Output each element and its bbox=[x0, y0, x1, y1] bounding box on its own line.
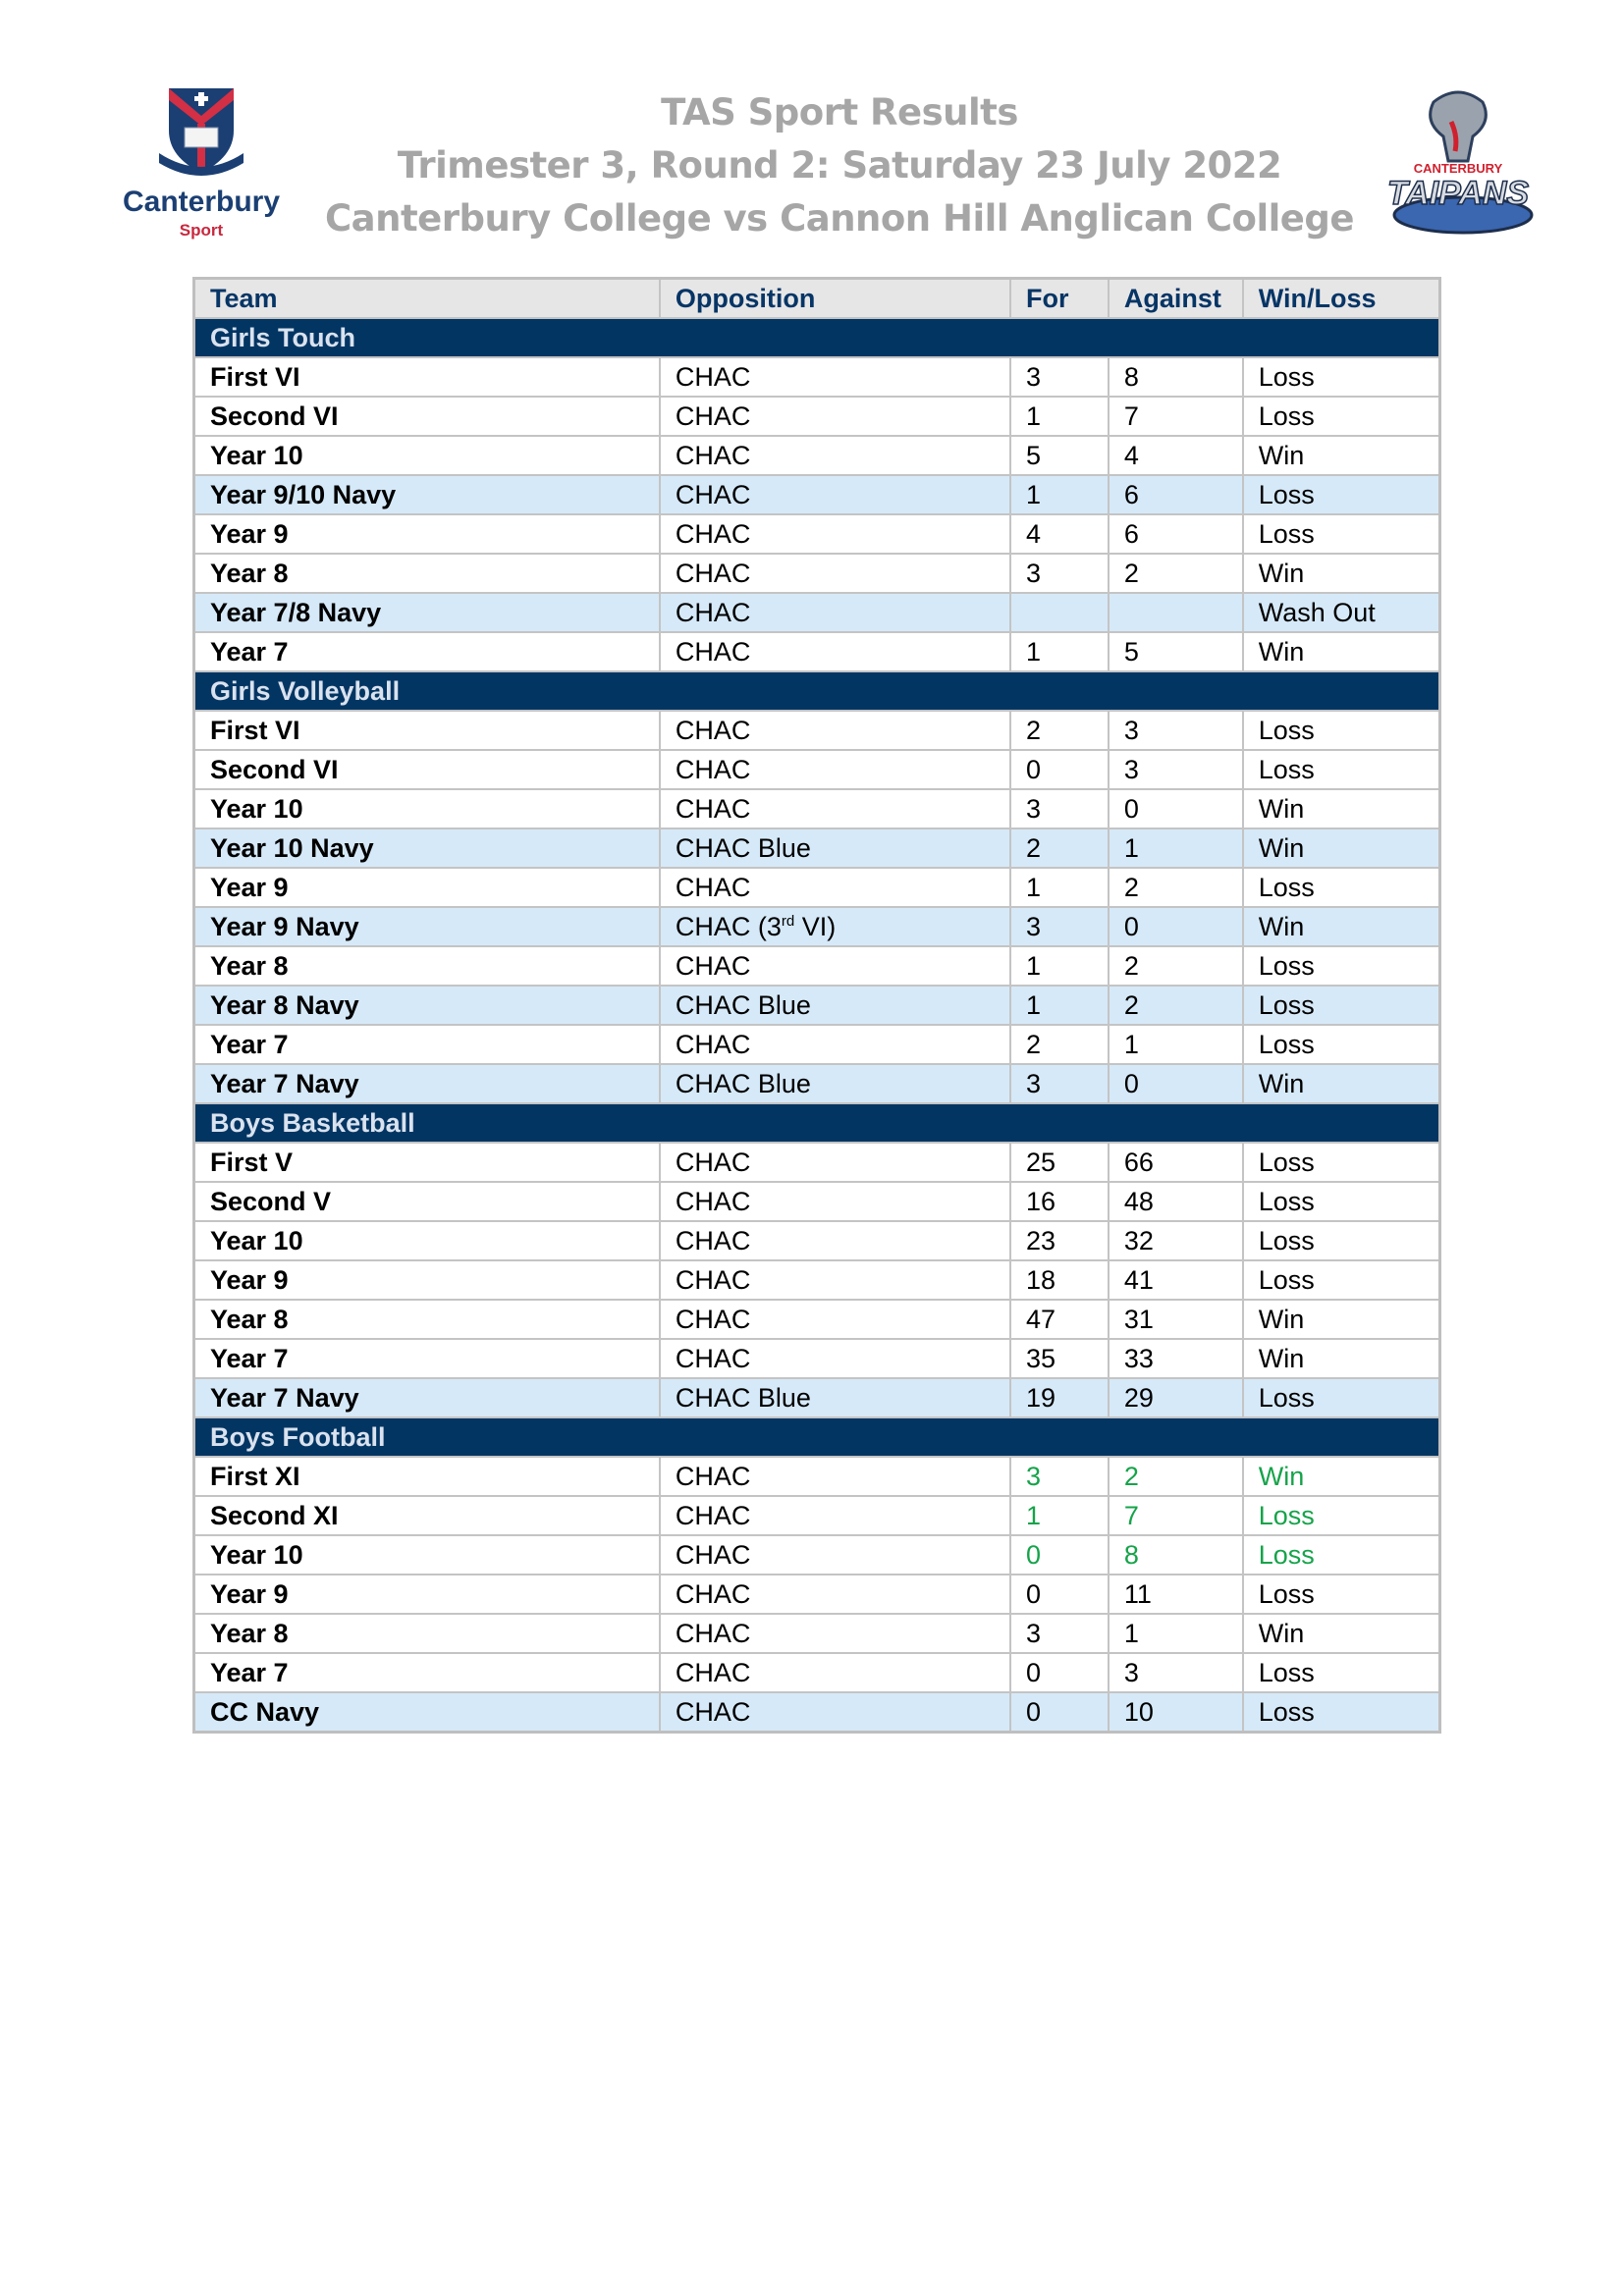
opposition-cell: CHAC bbox=[660, 1025, 1010, 1064]
table-row bbox=[194, 1300, 1440, 1339]
score-against-cell: 29 bbox=[1109, 1378, 1243, 1417]
logo-main-text: TAIPANS bbox=[1386, 175, 1530, 212]
fixture-line: Canterbury College vs Cannon Hill Anglican College bbox=[325, 197, 1354, 240]
result-cell: Loss bbox=[1243, 1182, 1440, 1221]
section-title: Boys Football bbox=[194, 1417, 1440, 1457]
score-for-cell: 0 bbox=[1010, 1535, 1109, 1575]
score-against-cell: 48 bbox=[1109, 1182, 1243, 1221]
team-cell: Year 9/10 Navy bbox=[194, 475, 660, 514]
opposition-cell: CHAC bbox=[660, 554, 1010, 593]
table-row bbox=[194, 1457, 1440, 1496]
score-for-cell: 5 bbox=[1010, 436, 1109, 475]
score-against-cell: 0 bbox=[1109, 789, 1243, 828]
team-cell: Year 7 bbox=[194, 632, 660, 671]
score-against-cell: 41 bbox=[1109, 1260, 1243, 1300]
section-title: Girls Volleyball bbox=[194, 671, 1440, 711]
opposition-cell: CHAC Blue bbox=[660, 828, 1010, 868]
table-row bbox=[194, 1221, 1440, 1260]
result-cell: Wash Out bbox=[1243, 593, 1440, 632]
result-cell: Win bbox=[1243, 632, 1440, 671]
score-for-cell: 1 bbox=[1010, 475, 1109, 514]
score-against-cell: 2 bbox=[1109, 946, 1243, 986]
table-row bbox=[194, 357, 1440, 397]
logo-text: Canterbury bbox=[122, 186, 281, 218]
score-for-cell: 0 bbox=[1010, 1653, 1109, 1692]
team-cell: First XI bbox=[194, 1457, 660, 1496]
team-cell: Year 7/8 Navy bbox=[194, 593, 660, 632]
column-header-against: Against bbox=[1109, 279, 1243, 319]
team-cell: First V bbox=[194, 1143, 660, 1182]
opposition-text-tail: VI) bbox=[794, 911, 837, 941]
document-header bbox=[324, 86, 1355, 245]
score-against-cell: 66 bbox=[1109, 1143, 1243, 1182]
table-row bbox=[194, 1575, 1440, 1614]
score-for-cell: 2 bbox=[1010, 828, 1109, 868]
score-for-cell: 1 bbox=[1010, 632, 1109, 671]
score-for-cell: 35 bbox=[1010, 1339, 1109, 1378]
team-cell: Year 10 Navy bbox=[194, 828, 660, 868]
table-row bbox=[194, 632, 1440, 671]
score-for-cell: 3 bbox=[1010, 907, 1109, 946]
team-cell: Year 7 bbox=[194, 1025, 660, 1064]
column-header-for: For bbox=[1010, 279, 1109, 319]
team-cell: Second VI bbox=[194, 750, 660, 789]
result-cell: Loss bbox=[1243, 1575, 1440, 1614]
table-row bbox=[194, 828, 1440, 868]
table-row bbox=[194, 1339, 1440, 1378]
score-for-cell: 3 bbox=[1010, 1064, 1109, 1103]
section-row bbox=[194, 1417, 1440, 1457]
score-for-cell: 0 bbox=[1010, 750, 1109, 789]
team-cell: Second VI bbox=[194, 397, 660, 436]
score-against-cell: 1 bbox=[1109, 828, 1243, 868]
score-for-cell: 1 bbox=[1010, 868, 1109, 907]
result-cell: Loss bbox=[1243, 750, 1440, 789]
opposition-cell: CHAC bbox=[660, 711, 1010, 750]
score-against-cell: 7 bbox=[1109, 1496, 1243, 1535]
team-cell: Year 8 bbox=[194, 946, 660, 986]
table-row bbox=[194, 514, 1440, 554]
opposition-cell: CHAC bbox=[660, 1457, 1010, 1496]
result-cell: Loss bbox=[1243, 1535, 1440, 1575]
score-against-cell: 32 bbox=[1109, 1221, 1243, 1260]
table-row bbox=[194, 1182, 1440, 1221]
team-cell: Year 7 bbox=[194, 1653, 660, 1692]
table-row bbox=[194, 750, 1440, 789]
result-cell: Loss bbox=[1243, 1378, 1440, 1417]
result-cell: Loss bbox=[1243, 1496, 1440, 1535]
opposition-cell: CHAC bbox=[660, 789, 1010, 828]
result-cell: Win bbox=[1243, 1300, 1440, 1339]
team-cell: Year 8 Navy bbox=[194, 986, 660, 1025]
opposition-cell: CHAC bbox=[660, 1575, 1010, 1614]
column-header-win-loss: Win/Loss bbox=[1243, 279, 1440, 319]
opposition-cell: CHAC bbox=[660, 632, 1010, 671]
score-for-cell: 0 bbox=[1010, 1692, 1109, 1733]
opposition-cell: CHAC bbox=[660, 1143, 1010, 1182]
table-row bbox=[194, 1025, 1440, 1064]
table-row bbox=[194, 1653, 1440, 1692]
team-cell: Year 7 Navy bbox=[194, 1378, 660, 1417]
opposition-cell: CHAC bbox=[660, 1182, 1010, 1221]
result-cell: Loss bbox=[1243, 475, 1440, 514]
result-cell: Win bbox=[1243, 828, 1440, 868]
table-row bbox=[194, 789, 1440, 828]
score-for-cell: 2 bbox=[1010, 1025, 1109, 1064]
score-against-cell: 2 bbox=[1109, 868, 1243, 907]
table-header-row bbox=[194, 279, 1440, 319]
table-row bbox=[194, 1064, 1440, 1103]
score-against-cell: 5 bbox=[1109, 632, 1243, 671]
table-row bbox=[194, 907, 1440, 946]
score-against-cell: 31 bbox=[1109, 1300, 1243, 1339]
opposition-cell: CHAC bbox=[660, 436, 1010, 475]
opposition-cell: CHAC bbox=[660, 750, 1010, 789]
score-against-cell: 3 bbox=[1109, 711, 1243, 750]
score-against-cell: 11 bbox=[1109, 1575, 1243, 1614]
result-cell: Win bbox=[1243, 1064, 1440, 1103]
team-cell: Year 10 bbox=[194, 1535, 660, 1575]
result-cell: Win bbox=[1243, 907, 1440, 946]
score-for-cell: 3 bbox=[1010, 554, 1109, 593]
score-for-cell: 0 bbox=[1010, 1575, 1109, 1614]
table-row bbox=[194, 711, 1440, 750]
opposition-cell: CHAC Blue bbox=[660, 1064, 1010, 1103]
team-cell: First VI bbox=[194, 357, 660, 397]
opposition-cell: CHAC bbox=[660, 1496, 1010, 1535]
results-table bbox=[192, 277, 1441, 1734]
table-row bbox=[194, 436, 1440, 475]
score-for-cell: 16 bbox=[1010, 1182, 1109, 1221]
opposition-text: CHAC (3 bbox=[675, 911, 782, 941]
table-row bbox=[194, 554, 1440, 593]
score-for-cell: 1 bbox=[1010, 397, 1109, 436]
table-row bbox=[194, 475, 1440, 514]
team-cell: Year 10 bbox=[194, 789, 660, 828]
score-for-cell: 1 bbox=[1010, 986, 1109, 1025]
score-for-cell: 2 bbox=[1010, 711, 1109, 750]
table-row bbox=[194, 1614, 1440, 1653]
score-for-cell: 18 bbox=[1010, 1260, 1109, 1300]
table-row bbox=[194, 1143, 1440, 1182]
section-row bbox=[194, 1103, 1440, 1143]
team-cell: Year 9 bbox=[194, 514, 660, 554]
opposition-cell: CHAC bbox=[660, 946, 1010, 986]
result-cell: Loss bbox=[1243, 1143, 1440, 1182]
section-row bbox=[194, 671, 1440, 711]
team-cell: First VI bbox=[194, 711, 660, 750]
result-cell: Win bbox=[1243, 1457, 1440, 1496]
page-subtitle: Trimester 3, Round 2: Saturday 23 July 2022 bbox=[397, 144, 1282, 187]
team-cell: Year 9 bbox=[194, 1260, 660, 1300]
column-header-team: Team bbox=[194, 279, 660, 319]
result-cell: Loss bbox=[1243, 1653, 1440, 1692]
score-against-cell: 1 bbox=[1109, 1025, 1243, 1064]
score-for-cell: 3 bbox=[1010, 789, 1109, 828]
result-cell: Loss bbox=[1243, 868, 1440, 907]
score-for-cell bbox=[1010, 593, 1109, 632]
column-header-opposition: Opposition bbox=[660, 279, 1010, 319]
result-cell: Loss bbox=[1243, 711, 1440, 750]
score-against-cell: 2 bbox=[1109, 986, 1243, 1025]
opposition-cell: CHAC bbox=[660, 357, 1010, 397]
opposition-cell: CHAC bbox=[660, 397, 1010, 436]
result-cell: Win bbox=[1243, 1339, 1440, 1378]
score-against-cell: 8 bbox=[1109, 357, 1243, 397]
result-cell: Loss bbox=[1243, 986, 1440, 1025]
opposition-cell: CHAC bbox=[660, 1614, 1010, 1653]
table-row bbox=[194, 868, 1440, 907]
canterbury-sport-logo bbox=[98, 86, 304, 243]
team-cell: CC Navy bbox=[194, 1692, 660, 1733]
ordinal-suffix: rd bbox=[781, 912, 795, 930]
table-row bbox=[194, 1378, 1440, 1417]
table-row bbox=[194, 946, 1440, 986]
table-row bbox=[194, 593, 1440, 632]
team-cell: Year 8 bbox=[194, 1614, 660, 1653]
table-row bbox=[194, 397, 1440, 436]
score-against-cell: 1 bbox=[1109, 1614, 1243, 1653]
opposition-cell: CHAC Blue bbox=[660, 986, 1010, 1025]
team-cell: Year 8 bbox=[194, 554, 660, 593]
result-cell: Win bbox=[1243, 436, 1440, 475]
section-title: Girls Touch bbox=[194, 318, 1440, 357]
logo-top-text: CANTERBURY bbox=[1413, 161, 1503, 176]
score-against-cell: 6 bbox=[1109, 514, 1243, 554]
result-cell: Loss bbox=[1243, 514, 1440, 554]
table-row bbox=[194, 1496, 1440, 1535]
team-cell: Year 9 bbox=[194, 1575, 660, 1614]
result-cell: Win bbox=[1243, 789, 1440, 828]
score-against-cell: 0 bbox=[1109, 907, 1243, 946]
page-title: TAS Sport Results bbox=[661, 91, 1018, 133]
result-cell: Loss bbox=[1243, 1260, 1440, 1300]
section-row bbox=[194, 318, 1440, 357]
score-for-cell: 1 bbox=[1010, 946, 1109, 986]
score-against-cell: 2 bbox=[1109, 554, 1243, 593]
score-for-cell: 25 bbox=[1010, 1143, 1109, 1182]
team-cell: Year 7 Navy bbox=[194, 1064, 660, 1103]
score-against-cell: 7 bbox=[1109, 397, 1243, 436]
table-row bbox=[194, 986, 1440, 1025]
opposition-cell: CHAC bbox=[660, 593, 1010, 632]
result-cell: Win bbox=[1243, 554, 1440, 593]
taipans-logo bbox=[1375, 82, 1542, 240]
team-cell: Year 9 Navy bbox=[194, 907, 660, 946]
score-against-cell: 0 bbox=[1109, 1064, 1243, 1103]
result-cell: Loss bbox=[1243, 1221, 1440, 1260]
opposition-cell: CHAC bbox=[660, 868, 1010, 907]
opposition-cell: CHAC bbox=[660, 1260, 1010, 1300]
score-for-cell: 3 bbox=[1010, 1457, 1109, 1496]
team-cell: Second XI bbox=[194, 1496, 660, 1535]
score-for-cell: 3 bbox=[1010, 1614, 1109, 1653]
team-cell: Year 9 bbox=[194, 868, 660, 907]
score-against-cell: 10 bbox=[1109, 1692, 1243, 1733]
opposition-cell: CHAC bbox=[660, 1535, 1010, 1575]
section-title: Boys Basketball bbox=[194, 1103, 1440, 1143]
score-against-cell: 8 bbox=[1109, 1535, 1243, 1575]
score-for-cell: 1 bbox=[1010, 1496, 1109, 1535]
opposition-cell: CHAC bbox=[660, 1221, 1010, 1260]
table-row bbox=[194, 1260, 1440, 1300]
score-for-cell: 19 bbox=[1010, 1378, 1109, 1417]
score-for-cell: 3 bbox=[1010, 357, 1109, 397]
result-cell: Loss bbox=[1243, 357, 1440, 397]
opposition-cell: CHAC bbox=[660, 1300, 1010, 1339]
team-cell: Year 10 bbox=[194, 436, 660, 475]
result-cell: Loss bbox=[1243, 946, 1440, 986]
opposition-cell bbox=[660, 907, 1010, 946]
team-cell: Year 7 bbox=[194, 1339, 660, 1378]
logo-subtext: Sport bbox=[179, 221, 224, 240]
score-against-cell: 4 bbox=[1109, 436, 1243, 475]
score-against-cell: 3 bbox=[1109, 750, 1243, 789]
team-cell: Year 10 bbox=[194, 1221, 660, 1260]
result-cell: Loss bbox=[1243, 1025, 1440, 1064]
opposition-cell: CHAC bbox=[660, 1692, 1010, 1733]
score-for-cell: 47 bbox=[1010, 1300, 1109, 1339]
opposition-cell: CHAC bbox=[660, 514, 1010, 554]
opposition-cell: CHAC Blue bbox=[660, 1378, 1010, 1417]
opposition-cell: CHAC bbox=[660, 1653, 1010, 1692]
score-against-cell bbox=[1109, 593, 1243, 632]
result-cell: Loss bbox=[1243, 1692, 1440, 1733]
score-against-cell: 2 bbox=[1109, 1457, 1243, 1496]
table-row bbox=[194, 1535, 1440, 1575]
score-against-cell: 3 bbox=[1109, 1653, 1243, 1692]
score-for-cell: 23 bbox=[1010, 1221, 1109, 1260]
table-row bbox=[194, 1692, 1440, 1733]
opposition-cell: CHAC bbox=[660, 1339, 1010, 1378]
team-cell: Year 8 bbox=[194, 1300, 660, 1339]
opposition-cell: CHAC bbox=[660, 475, 1010, 514]
team-cell: Second V bbox=[194, 1182, 660, 1221]
result-cell: Win bbox=[1243, 1614, 1440, 1653]
score-against-cell: 6 bbox=[1109, 475, 1243, 514]
score-for-cell: 4 bbox=[1010, 514, 1109, 554]
result-cell: Loss bbox=[1243, 397, 1440, 436]
score-against-cell: 33 bbox=[1109, 1339, 1243, 1378]
